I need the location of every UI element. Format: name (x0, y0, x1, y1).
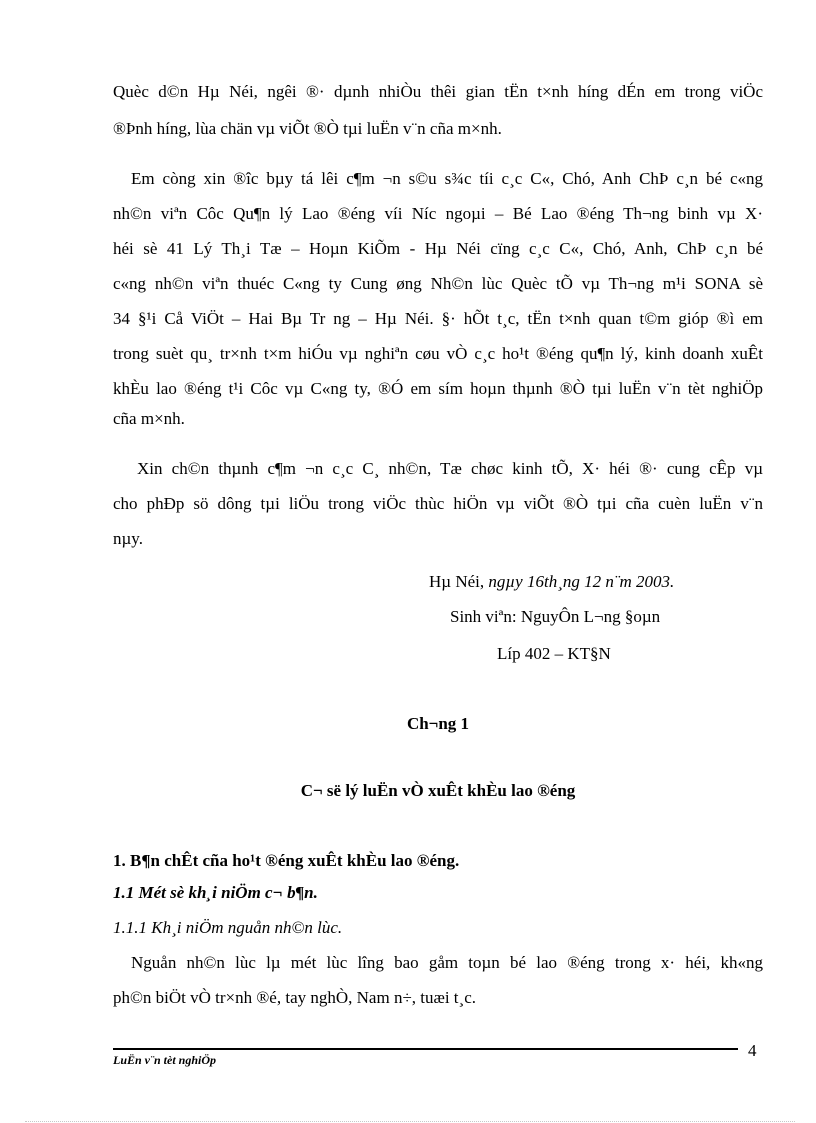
section-heading-1-1-1: 1.1.1 Kh¸i niÖm nguån nh©n lùc. (113, 918, 343, 937)
footer-label: LuËn v¨n tèt nghiÖp (113, 1053, 217, 1067)
section-heading-1: 1. B¶n chÊt cña ho¹t ®éng xuÊt khÈu lao ®éng. (113, 851, 460, 870)
footer-rule (113, 1048, 738, 1050)
paragraph-line: c«ng nh©n viªn thuéc C«ng ty Cung øng Nh©n lùc Quèc tÕ vµ Th¬ng m¹i SONA sè (113, 274, 763, 293)
signature-class: Líp 402 – KT§N (497, 644, 611, 663)
paragraph-line: Nguån nh©n lùc lµ mét lùc lîng bao gåm toµn bé lao ®éng trong x· héi, kh«ng (131, 953, 763, 972)
paragraph-line: khÈu lao ®éng t¹i Côc vµ C«ng ty, ®Ó em sím hoµn thµnh ®Ò tµi luËn v¨n tèt nghiÖp (113, 379, 763, 398)
paragraph-line: trong suèt qu¸ tr×nh t×m hiÓu vµ nghiªn cøu vÒ c¸c ho¹t ®éng qu¶n lý, kinh doanh xuÊt (113, 344, 763, 363)
page-number: 4 (748, 1041, 757, 1060)
paragraph-line: ph©n biÖt vÒ tr×nh ®é, tay nghÒ, Nam n÷, tuæi t¸c. (113, 988, 476, 1007)
paragraph-line: nh©n viªn Côc Qu¶n lý Lao ®éng víi Níc ngoµi – Bé Lao ®éng Th¬ng binh vµ X· (113, 204, 763, 223)
chapter-title: C¬ së lý luËn vÒ xuÊt khÈu lao ®éng (300, 781, 576, 800)
paragraph-line: ®Þnh híng, lùa chän vµ viÕt ®Ò tµi luËn v¨n cña m×nh. (113, 119, 502, 138)
paragraph-line: cho phÐp sö dông tµi liÖu trong viÖc thùc hiÖn vµ viÕt ®Ò tµi cña cuèn luËn v¨n (113, 494, 763, 513)
paragraph-line: 34 §¹i Cå ViÖt – Hai Bµ Tr ng – Hµ Néi. §· hÕt t¸c, tËn t×nh quan t©m gióp ®ì em (113, 309, 763, 328)
page-bottom-dotted-line (25, 1121, 795, 1122)
paragraph-line: nµy. (113, 529, 143, 548)
paragraph-line: cña m×nh. (113, 409, 185, 428)
signature-place-date (429, 571, 749, 593)
paragraph-line: Em còng xin ®îc bµy tá lêi c¶m ¬n s©u s¾c tíi c¸c C«, Chó, Anh ChÞ c¸n bé c«ng (131, 169, 763, 188)
chapter-number: Ch¬ng 1 (406, 714, 470, 733)
signature-place: Hµ Néi, (429, 572, 489, 591)
paragraph-line: héi sè 41 Lý Th¸i Tæ – Hoµn KiÕm - Hµ Néi cïng c¸c C«, Chó, Anh, ChÞ c¸n bé (113, 239, 763, 258)
section-heading-1-1: 1.1 Mét sè kh¸i niÖm c¬ b¶n. (113, 883, 318, 902)
paragraph-line: Xin ch©n thµnh c¶m ¬n c¸c C¸ nh©n, Tæ chøc kinh tÕ, X· héi ®· cung cÊp vµ (137, 459, 763, 478)
paragraph-line: Quèc d©n Hµ Néi, ngêi ®· dµnh nhiÒu thêi gian tËn t×nh híng dÉn em trong viÖc (113, 82, 763, 101)
signature-date: ngµy 16th¸ng 12 n¨m 2003. (488, 572, 675, 591)
signature-student: Sinh viªn: NguyÔn L¬ng §oµn (450, 607, 661, 626)
